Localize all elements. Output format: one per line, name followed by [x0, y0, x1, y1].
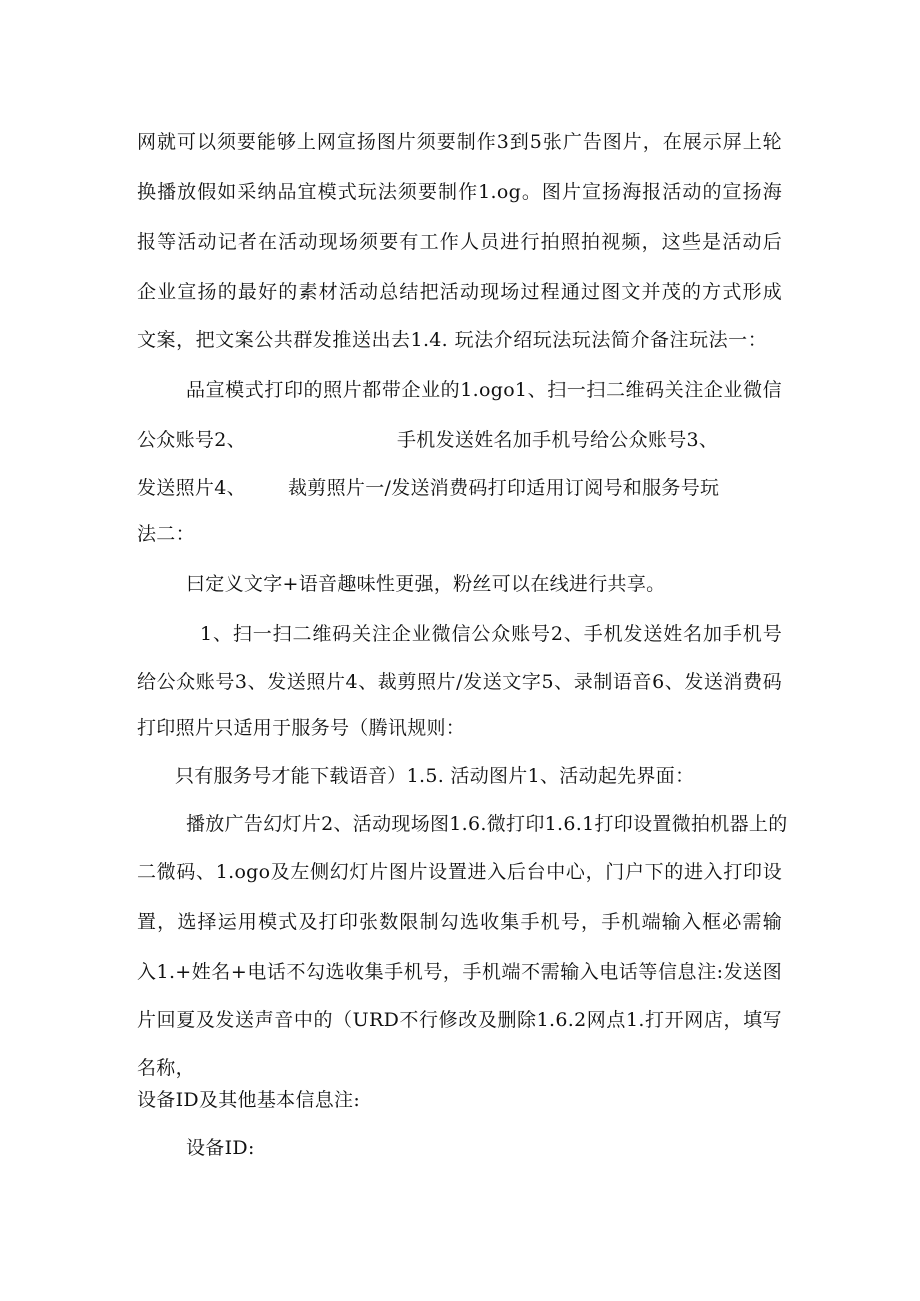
text-line-17: 置，选择运用模式及打印张数限制勾选收集手机号，手机端输入框必需输 — [137, 911, 782, 933]
text-line-7b: 手机发送姓名加手机号给公众账号3、 — [397, 429, 719, 451]
text-line-12: 给公众账号3、发送照片4、裁剪照片/发送文字5、录制语音6、发送消费码 — [137, 671, 782, 693]
text-line-19: 片回夏及发送声音中的（URD不行修改及删除1.6.2网点1.打开网店，填写 — [137, 1009, 782, 1031]
text-line-13: 打印照片只适用于服务号（腾讯规则： — [137, 717, 466, 739]
text-line-4: 企业宣扬的最好的素材活动总结把活动现场过程通过图文并茂的方式形成 — [137, 281, 782, 303]
text-line-20: 名称， — [137, 1057, 195, 1079]
text-line-8b: 裁剪照片一/发送消费码打印适用订阅号和服务号玩 — [288, 477, 720, 499]
text-line-15: 播放广告幻灯片2、活动现场图1.6.微打印1.6.1打印设置微拍机器上的 — [186, 813, 788, 835]
text-line-21: 设备ID及其他基本信息注: — [137, 1089, 361, 1111]
text-line-3: 报等活动记者在活动现场须要有工作人员进行拍照拍视频，这些是活动后 — [137, 231, 782, 253]
text-line-22: 设备ID: — [186, 1137, 255, 1159]
text-line-18: 入1.+姓名+电话不勾选收集手机号，手机端不需输入电话等信息注:发送图 — [137, 961, 782, 983]
text-line-10: 曰定义文字+语音趣味性更强，粉丝可以在线进行共享。 — [186, 573, 666, 595]
text-line-6: 品宣模式打印的照片都带企业的1.ogo1、扫一扫二维码关注企业微信 — [186, 379, 782, 401]
text-line-1: 网就可以须要能够上网宣扬图片须要制作3到5张广告图片，在展示屏上轮 — [137, 131, 782, 153]
text-line-8a: 发送照片4、 — [137, 477, 246, 499]
text-line-5: 文案，把文案公共群发推送出去1.4. 玩法介绍玩法玩法简介备注玩法一： — [137, 329, 767, 351]
text-line-14: 只有服务号才能下载语音）1.5. 活动图片1、活动起先界面： — [175, 765, 695, 787]
text-line-16: 二微码、1.ogo及左侧幻灯片图片设置进入后台中心，门户下的进入打印设 — [137, 861, 782, 883]
text-line-9: 法二： — [137, 523, 195, 545]
text-line-2: 换播放假如采纳品宜模式玩法须要制作1.og。图片宣扬海报活动的宣扬海 — [137, 181, 782, 203]
text-line-11: 1、扫一扫二维码关注企业微信公众账号2、手机发送姓名加手机号 — [200, 623, 782, 645]
text-line-7a: 公众账号2、 — [137, 429, 246, 451]
